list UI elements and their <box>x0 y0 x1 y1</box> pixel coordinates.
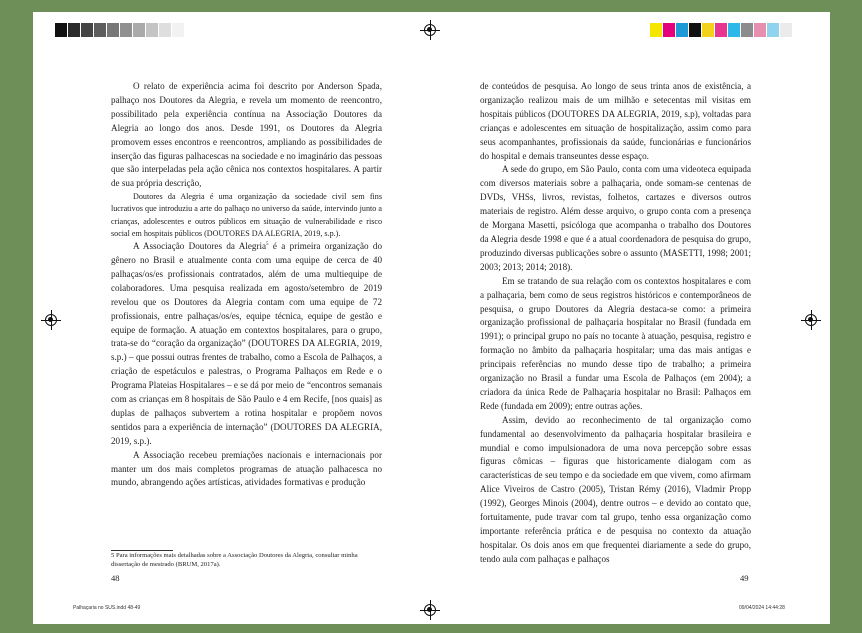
book-spread <box>33 12 830 624</box>
color-swatch <box>676 23 689 37</box>
color-swatch <box>55 23 68 37</box>
color-swatch <box>159 23 172 37</box>
registration-mark-icon <box>805 314 817 326</box>
paragraph-start: A Associação Doutores da Alegria <box>133 241 267 252</box>
color-swatch <box>780 23 793 37</box>
paragraph: O relato de experiência acima foi descrito por Anderson Spada, palhaço nos Doutores da Alegria, e revela um momento de reencontro, possibilitado pela experiência contínua na Associação Doutores da Alegria ao longo dos anos. Desde 1991, os Doutores da Alegria promovem esses encontros e reencontros, ampliando as possibilidades de inserção das figuras palhacescas na sociedade e no imaginário das pessoas que são interpeladas pela ação cênica nos contextos hospitalares. A partir de sua própria descrição, <box>111 81 382 189</box>
color-swatch <box>107 23 120 37</box>
color-swatch <box>663 23 676 37</box>
color-swatch <box>120 23 133 37</box>
print-slug-left: Palhaçaria no SUS.indd 48-49 <box>73 605 141 611</box>
paragraph-rest: é a primeira organização do gênero no Brasil e atualmente conta com uma equipe de cerca de 40 palhaças/os/es profissionais contratados, além de uma multiequipe de colaboradores. Uma pesquisa realizada em agosto/setembro de 2019 revelou que os Doutores da Alegria contam com uma equipe de 72 profissionais, entre palhaças/os/es, equipe técnica, equipe de gestão e equipe de formação. A atuação em contextos hospitalares, para o grupo, trata-se do “coração da organização” (DOUTORES DA ALEGRIA, 2019, s.p.) – que possui outras frentes de trabalho, como a Escola de Palhaços, a criação de espetáculos e palestras, o Programa Palhaços em Rede e o Programa Plateias Hospitalares – e se dá por meio de “encontros semanais com as crianças em 8 hospitais de São Paulo e 4 em Recife, [nos quais] as duplas de palhaços subvertem a rotina hospitalar e propõem novos sentidos para a experiência de internação” (DOUTORES DA ALEGRIA, 2019, s.p.). <box>111 241 382 446</box>
color-swatch <box>133 23 146 37</box>
color-swatch <box>715 23 728 37</box>
paragraph: Em se tratando de sua relação com os contextos hospitalares e com a palhaçaria, bem como de seus registros históricos e contemporâneos de pesquisa, o grupo Doutores da Alegria destaca-se como: a primeira organização profissional de palhaçaria hospitalar no Brasil (fundada em 1991); o principal grupo no país no tocante à atuação, pesquisa, registro e formação no âmbito da palhaçaria hospitalar; uma das mais antigas e principais referências no mundo desse tipo de trabalho; a primeira organização no Brasil a fundar uma Escola de Palhaços (em 2004); a criadora da única Rede de Palhaçaria hospitalar no Brasil: Palhaços em Rede (fundada em 2009); entre outras ações. <box>480 275 751 411</box>
paragraph: A Associação recebeu premiações nacionais e internacionais por manter um dos mais completos programas de atuação palhacesca no mundo, abrangendo ações artísticas, atividades formativas e produção <box>111 449 382 488</box>
color-swatch <box>741 23 754 37</box>
registration-mark-icon <box>45 314 57 326</box>
paragraph: de conteúdos de pesquisa. Ao longo de seus trinta anos de existência, a organização realizou mais de um milhão e setecentas mil visitas em hospitais públicos (DOUTORES DA ALEGRIA, 2019, s.p), voltadas para crianças e adolescentes em situação de hospitalização, assim como para seus acompanhantes, profissionais da saúde, funcionárias e funcionários do hospital e demais transeuntes desse espaço. <box>480 81 751 161</box>
color-swatch <box>172 23 185 37</box>
color-swatch <box>94 23 107 37</box>
footnote-marker: 5 <box>266 242 269 248</box>
color-swatch <box>689 23 702 37</box>
color-swatch <box>728 23 741 37</box>
color-swatch <box>68 23 81 37</box>
cmyk-color-bar <box>650 23 793 37</box>
color-swatch <box>754 23 767 37</box>
footnote: 5 Para informações mais detalhadas sobre a Associação Doutores da Alegria, consultar minha dissertação de mestrado (BRUM, 2017a). <box>111 552 358 568</box>
color-swatch <box>650 23 663 37</box>
paragraph: Assim, devido ao reconhecimento de tal organização como fundamental ao desenvolvimento da palhaçaria hospitalar brasileira e mundial e como impulsionadora de uma nova percepção sobre essas figuras cômicas – figuras que historicamente dialogam com as características de seu tempo e da sociedade em que vivem, como afirmam Alice Viveiros de Castro (2005), Tristan Rémy (2016), Vladmir Propp (1992), Georges Minois (2004), dentre outros – e devido ao contato que, fortuitamente, pude travar com tal grupo, tenho essa organização como importante referência prática e de pesquisa no contexto da atuação hospitalar. Os dois anos em que frequentei diariamente a sede do grupo, tendo aula com palhaças e palhaços <box>480 414 751 564</box>
right-page-body <box>480 80 751 567</box>
print-slug-right: 09/04/2024 14:44:28 <box>739 605 785 611</box>
color-swatch <box>702 23 715 37</box>
block-quote: Doutores da Alegria é uma organização da sociedade civil sem fins lucrativos que introduziu a arte do palhaço no universo da saúde, intervindo junto a crianças, adolescentes e outros públicos em situação de vulnerabilidade e risco social em hospitais públicos (DOUTORES DA ALEGRIA, 2019, s.p.). <box>111 192 382 238</box>
color-swatch <box>81 23 94 37</box>
left-page-body <box>111 80 382 490</box>
grayscale-color-bar <box>55 23 185 37</box>
registration-mark-icon <box>424 604 436 616</box>
page-number-right: 49 <box>740 573 749 583</box>
paragraph <box>111 240 382 449</box>
paragraph: A sede do grupo, em São Paulo, conta com uma videoteca equipada com diversos materiais sobre a palhaçaria, onde somam-se centenas de DVDs, VHSs, livros, revistas, folhetos, cartazes e diversos outros materiais de registro. Além desse arquivo, o grupo conta com a presença de Morgana Masetti, psicóloga que acompanha o trabalho dos Doutores da Alegria desde 1998 e que é a atual coordenadora de pesquisa do grupo, produzindo diversas publicações sobre o assunto (MASETTI, 1998; 2001; 2003; 2013; 2014; 2018). <box>480 164 751 272</box>
color-swatch <box>146 23 159 37</box>
page-number-left: 48 <box>111 573 120 583</box>
color-swatch <box>767 23 780 37</box>
registration-mark-icon <box>424 24 436 36</box>
footnote-rule <box>111 550 173 551</box>
